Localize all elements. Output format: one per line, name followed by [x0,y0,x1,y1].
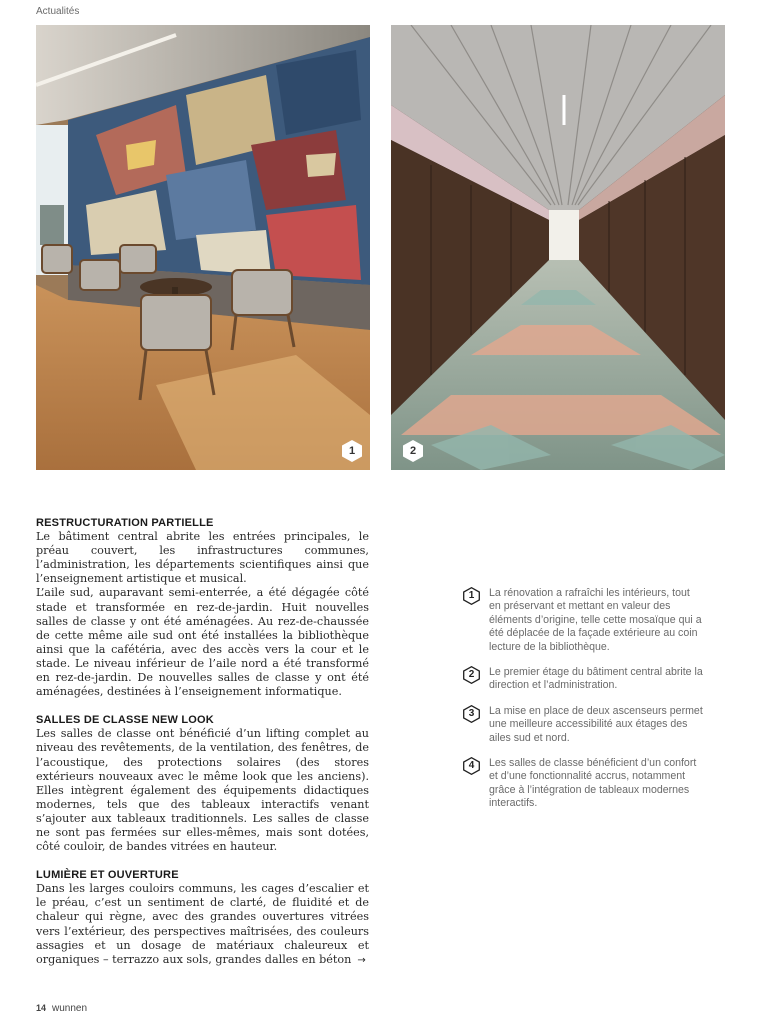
corridor-illustration [391,25,725,470]
caption-3 [463,705,703,745]
mosaic-lounge-illustration [36,25,370,470]
photo-mosaic-lounge [36,25,370,470]
section-heading: RESTRUCTURATION PARTIELLE [36,517,214,529]
paragraph: Les salles de classe ont bénéficié d’un lifting complet au niveau des revêtements, de la ventilation, des fenêtres, de l’acoustique, des protections solaires (des stores extérieurs nouveaux avec le même look que les anciens). Elles intègrent également des équipements didactiques modernes, tels que des tableaux interactifs venant s’ajouter aux tableaux traditionnels. Les salles de classe ne sont pas fermées sur elles-mêmes, mais sont dotées, côté couloir, de bandes vitrées en hauteur. [36,727,369,854]
section-heading: LUMIÈRE ET OUVERTURE [36,869,179,882]
continue-arrow-icon: → [357,954,366,966]
paragraph: Le bâtiment central abrite les entrées principales, le préau couvert, les infrastructures communes, l’administration, les départements scientifiques ainsi que l’enseignement artistique et musical. [36,530,369,586]
caption-number-icon: 2 [463,666,480,684]
page-number: 14 [36,1003,47,1013]
caption-2 [463,666,703,693]
section-salles-de-classe [36,713,369,854]
caption-text: La mise en place de deux ascenseurs permet une meilleure accessibilité aux étages des ailes sud et nord. [489,704,703,744]
photo-badge-2: 2 [403,440,423,462]
caption-text: Les salles de classe bénéficient d’un confort et d’une fonctionnalité accrus, notamment grâce à l’intégration de tableaux modernes interactifs. [489,757,697,810]
caption-number-icon: 1 [463,587,480,605]
section-restructuration [36,516,369,699]
caption-number-icon: 3 [463,705,480,723]
article-body [36,516,369,982]
caption-text: Le premier étage du bâtiment central abrite la direction et l’administration. [489,666,703,692]
section-lumiere [36,868,369,968]
brand-name: wunnen [52,1003,88,1014]
photo-corridor [391,25,725,470]
photo-captions [463,587,703,823]
caption-text: La rénovation a rafraîchi les intérieurs, tout en préservant et mettant en valeur des éléments d’origine, telle cette mosaïque qui a été déplacée de la façade extérieure au coin lecture de la bibliothèque. [489,587,702,653]
section-label: Actualités [36,6,80,17]
photo-badge-1: 1 [342,440,362,462]
caption-number-icon: 4 [463,757,480,775]
caption-4 [463,757,703,811]
caption-1 [463,587,703,654]
section-heading: SALLES DE CLASSE NEW LOOK [36,714,214,727]
page-footer [36,1003,87,1014]
paragraph: L’aile sud, auparavant semi-enterrée, a été dégagée côté stade et transformée en rez-de-jardin. Huit nouvelles salles de classe y ont été aménagées. Au rez-de-chaussée de cette même aile sud ont été installées la bibliothèque ainsi que la cafétéria, avec des accès vers la cour et le stade. Le niveau inférieur de l’aile nord a été transformé en rez-de-jardin. De nouvelles salles de classe y ont été aménagées, destinées à l’enseignement informatique. [36,586,369,699]
paragraph: Dans les larges couloirs communs, les cages d’escalier et le préau, c’est un sentiment de clarté, de fluidité et de chaleur qui règne, avec des grandes ouvertures vitrées vers l’extérieur, des perspectives maîtrisées, des couleurs assagies et un dosage de matériaux chaleureux et organiques – terrazzo aux sols, grandes dalles en béton → [36,882,369,966]
